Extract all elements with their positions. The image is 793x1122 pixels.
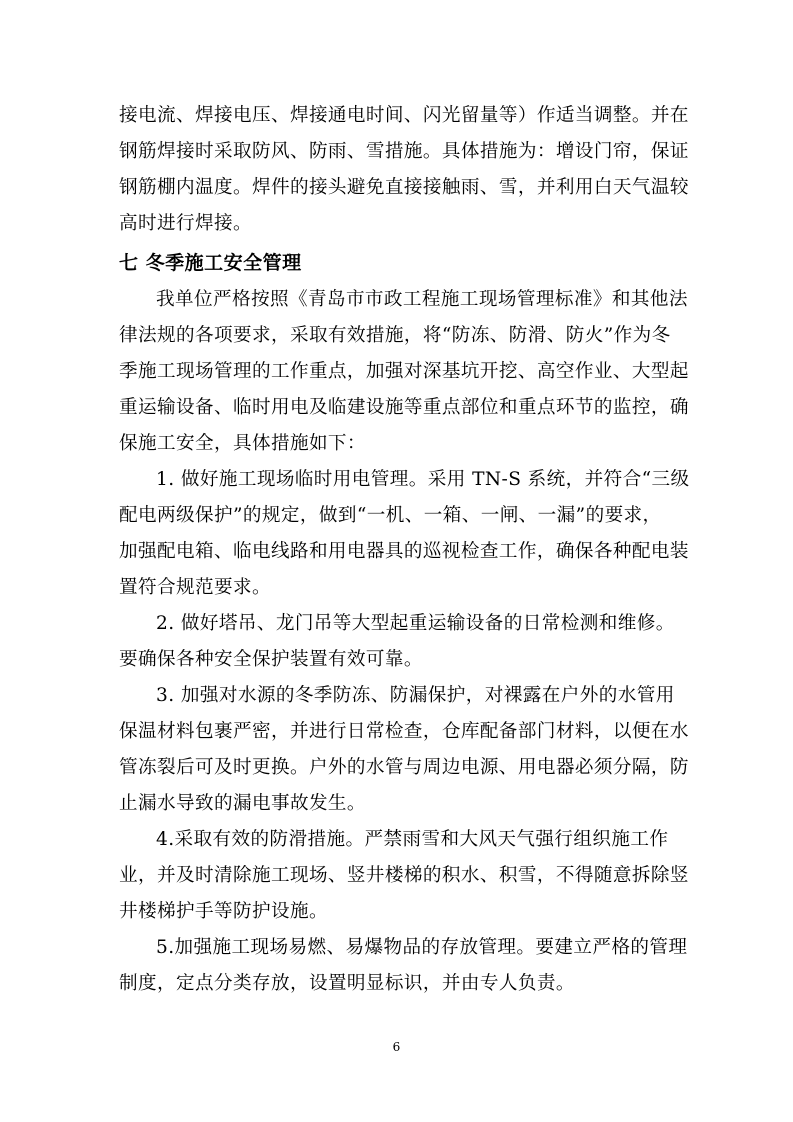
text-line: 业，并及时清除施工现场、竖井楼梯的积水、积雪，不得随意拆除竖 [119,864,689,886]
text-line: 保温材料包裹严密，并进行日常检查，仓库配备部门材料，以便在水 [119,720,689,742]
text-line: 井楼梯护手等防护设施。 [119,900,328,922]
text-line: 我单位严格按照《青岛市市政工程施工现场管理标准》和其他法 [156,289,688,310]
text-line: 4.采取有效的防滑措施。严禁雨雪和大风天气强行组织施工作 [156,829,669,850]
text-line: 管冻裂后可及时更换。户外的水管与周边电源、用电器必须分隔，防 [119,756,689,778]
text-line: 保施工安全，具体措施如下： [119,432,366,454]
measure-item-1 [119,462,690,606]
section-paragraph [119,282,689,461]
text-line: 配电两级保护”的规定，做到“一机、一箱、一闸、一漏”的要求， [119,504,662,526]
measure-item-2 [119,606,679,678]
section-heading: 七 冬季施工安全管理 [119,252,302,274]
text-line: 5.加强施工现场易燃、易爆物品的存放管理。要建立严格的管理 [156,937,688,958]
text-line: 制度，定点分类存放，设置明显标识，并由专人负责。 [119,972,575,994]
measure-item-5 [119,930,688,1002]
text-line: 3. 加强对水源的冬季防冻、防漏保护，对裸露在户外的水管用 [156,685,675,706]
page-number: 6 [392,1040,401,1054]
text-line: 止漏水导致的漏电事故发生。 [119,792,366,814]
measure-item-3 [119,678,689,822]
text-line: 置符合规范要求。 [119,576,271,598]
text-line: 加强配电箱、临电线路和用电器具的巡视检查工作，确保各种配电装 [119,540,689,562]
text-line: 1. 做好施工现场临时用电管理。采用 TN-S 系统，并符合“三级 [156,469,690,490]
intro-paragraph [119,98,689,242]
text-line: 2. 做好塔吊、龙门吊等大型起重运输设备的日常检测和维修。 [156,613,675,634]
text-line: 重运输设备、临时用电及临建设施等重点部位和重点环节的监控，确 [119,396,689,418]
text-line: 要确保各种安全保护装置有效可靠。 [119,648,423,670]
text-line: 季施工现场管理的工作重点，加强对深基坑开挖、高空作业、大型起 [119,360,689,382]
text-line: 钢筋棚内温度。焊件的接头避免直接接触雨、雪，并利用白天气温较 [119,176,689,198]
text-line: 高时进行焊接。 [119,212,252,234]
measure-item-4 [119,822,689,930]
text-line: 律法规的各项要求，采取有效措施，将“防冻、防滑、防火”作为冬 [119,324,671,346]
text-line: 钢筋焊接时采取防风、防雨、雪措施。具体措施为：增设门帘，保证 [119,140,689,162]
text-line: 接电流、焊接电压、焊接通电时间、闪光留量等）作适当调整。并在 [119,105,689,126]
